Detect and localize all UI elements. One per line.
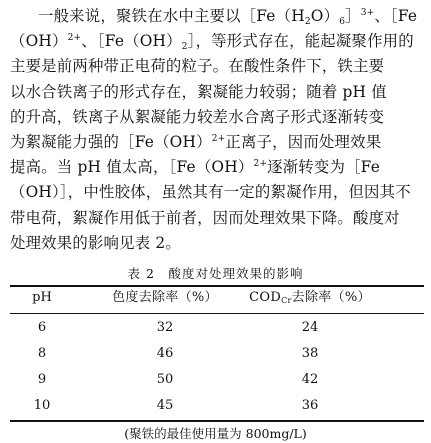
header-ph: pH: [32, 290, 52, 305]
cell-color-removal: 46: [156, 346, 174, 361]
paragraph-line: 一般来说，聚铁在水中主要以$[Fe(H_2O)_6]^{3+}$、［Fe: [38, 7, 418, 27]
cell-cod-removal: 38: [301, 346, 319, 361]
paragraph-line: 处理效果的影响见表 2。: [10, 233, 181, 252]
table-bottom-rule: [10, 420, 424, 422]
cell-color-removal: 32: [156, 320, 174, 335]
paragraph-line: （OH）$^{2+}$、$[Fe(OH)_2]$，等形式存在，能起凝聚作用的: [10, 32, 414, 53]
paragraph-line: 的升高，铁离子从絮凝能力较差水合离子形式逐渐转变: [10, 107, 385, 126]
table-header-rule: [10, 313, 424, 314]
cell-cod-removal: 36: [301, 398, 319, 413]
header-color-removal: 色度去除率（%）: [112, 290, 218, 305]
cell-cod-removal: 24: [301, 320, 319, 335]
paragraph-line: 带电荷，絮凝作用低于前者，因而处理效果下降。酸度对: [10, 208, 400, 227]
cell-ph: 10: [33, 398, 51, 413]
paragraph-line: （OH）］，中性胶体，虽然其有一定的絮凝作用，但因其不: [10, 183, 411, 202]
table-caption: 表 2 酸度对处理效果的影响: [127, 266, 304, 281]
table-top-rule: [10, 285, 424, 287]
paragraph-line: 主要是前两种带正电荷的粒子。在酸性条件下，铁主要: [10, 57, 385, 76]
cell-color-removal: 50: [156, 372, 174, 387]
cell-color-removal: 45: [156, 398, 174, 413]
cell-ph: 9: [37, 372, 47, 387]
cell-cod-removal: 42: [301, 372, 319, 387]
cell-ph: 8: [37, 346, 47, 361]
table-footnote: (聚铁的最佳使用量为 800mg/L): [124, 426, 307, 441]
paragraph-line: 提高。当 pH 值太高，［Fe（OH）$^{2+}$逐渐转变为［Fe: [10, 158, 381, 177]
body-paragraph: [10, 4, 424, 256]
paragraph-line: 为絮凝能力强的［Fe（OH）$^{2+}$正离子，因而处理效果: [10, 132, 382, 151]
paragraph-line: 以水合铁离子的形式存在，絮凝能力较弱；随着 pH 值: [10, 82, 387, 101]
header-cod-removal: $COD_{Cr}$去除率（%）: [249, 290, 371, 305]
cell-ph: 6: [37, 320, 47, 335]
